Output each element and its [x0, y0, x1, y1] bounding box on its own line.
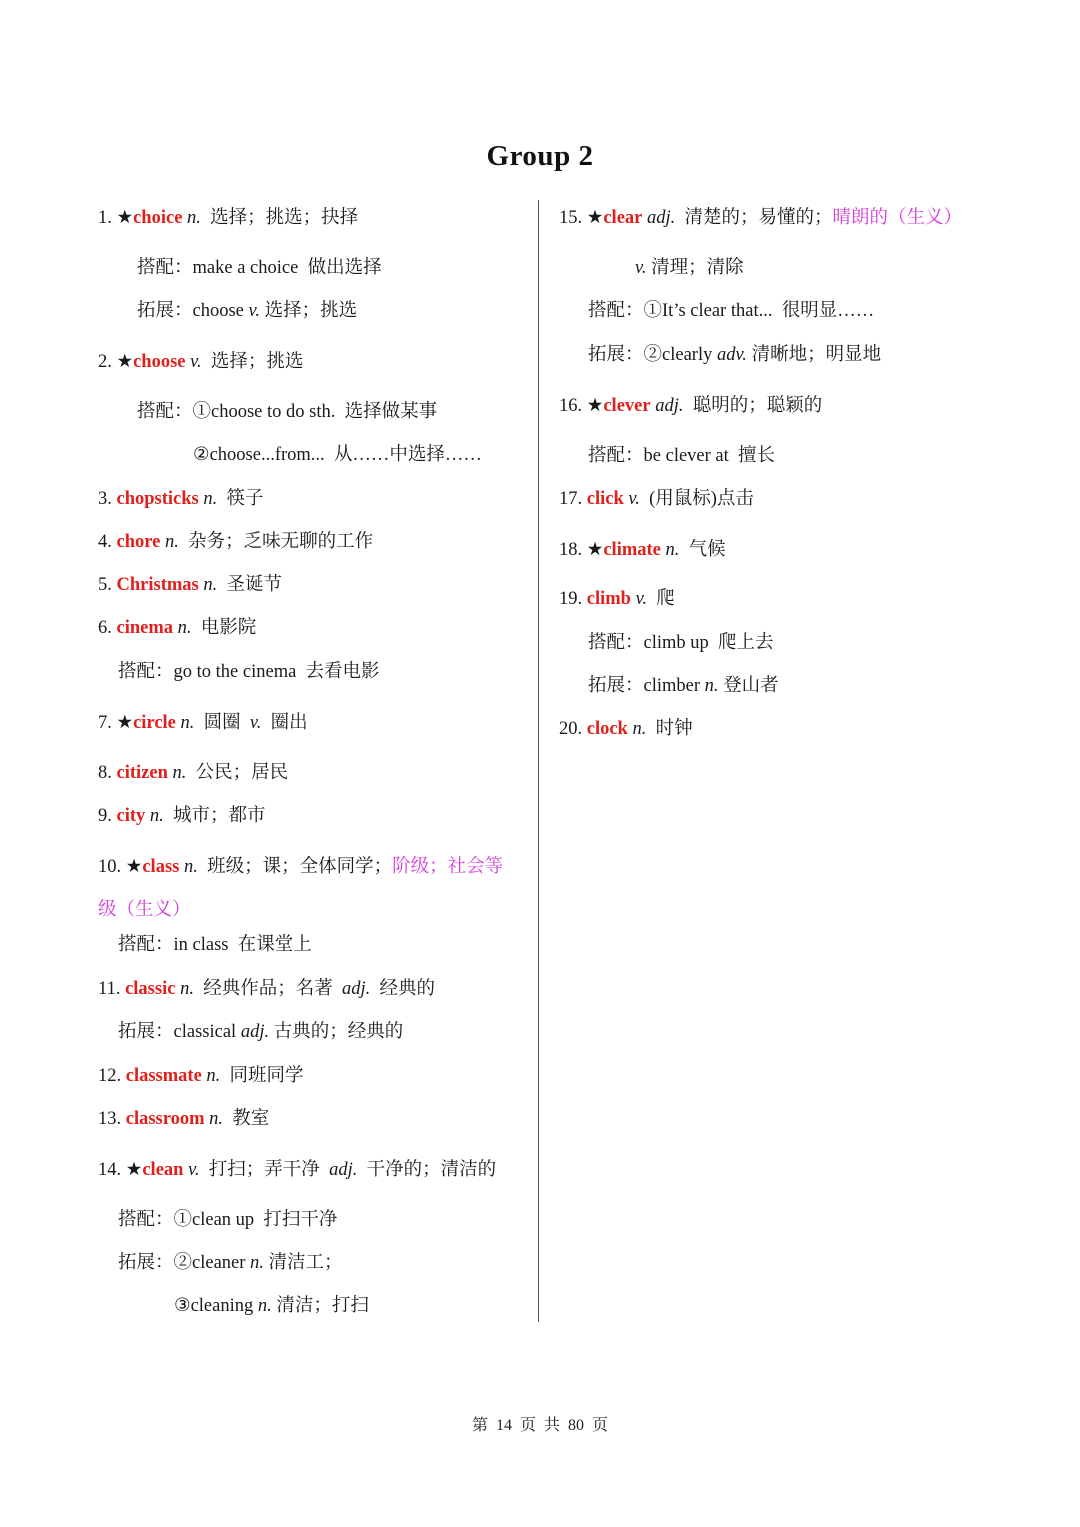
entry-detail-line	[118, 1208, 337, 1232]
headword: clever	[603, 396, 651, 416]
detail-text: 清理；清除	[646, 258, 744, 278]
headword: clock	[586, 719, 628, 739]
detail-text: 清洁工；	[263, 1253, 343, 1273]
detail-text: 登山者	[718, 676, 779, 696]
entry-number: 16.	[559, 396, 583, 416]
entry-number: 1.	[98, 208, 112, 228]
meaning: 经典作品；名著	[203, 979, 333, 999]
part-of-speech: n.	[632, 719, 647, 739]
detail-text: 选择；挑选	[259, 301, 358, 321]
meaning: (用鼠标)点击	[649, 489, 754, 509]
entry-line	[98, 487, 264, 511]
meaning: 教室	[232, 1109, 270, 1129]
part-of-speech: n.	[180, 713, 195, 733]
headword: chopsticks	[116, 489, 199, 509]
star-icon: ★	[586, 396, 604, 416]
meaning: 清楚的；易懂的；	[684, 208, 833, 228]
entry-line	[559, 538, 726, 562]
entry-number: 7.	[98, 713, 112, 733]
entry-line	[559, 487, 754, 511]
headword: classroom	[125, 1109, 205, 1129]
detail-label: 搭配：	[588, 633, 644, 653]
meaning: 打扫；弄干净	[208, 1160, 320, 1180]
meaning: 公民；居民	[195, 763, 289, 783]
entry-number: 15.	[559, 208, 583, 228]
entry-detail-line	[174, 1294, 369, 1318]
detail-text: classical	[173, 1022, 241, 1042]
detail-label: 搭配：	[137, 402, 193, 422]
part-of-speech: n.	[177, 618, 192, 638]
star-icon: ★	[116, 713, 134, 733]
extended-meaning: 晴朗的（生义）	[832, 208, 963, 228]
star-icon: ★	[116, 352, 134, 372]
headword: classic	[125, 979, 176, 999]
entry-number: 13.	[98, 1109, 122, 1129]
headword: choice	[133, 208, 183, 228]
entry-number: 11.	[98, 979, 121, 999]
headword: cinema	[116, 618, 174, 638]
meaning: 时钟	[655, 719, 693, 739]
entry-detail-line	[118, 1020, 403, 1044]
detail-label: 拓展：	[118, 1022, 174, 1042]
meaning: 爬	[656, 589, 675, 609]
entry-line	[98, 206, 358, 230]
part-of-speech: adj.	[647, 208, 676, 228]
headword: clear	[603, 208, 643, 228]
headword: class	[142, 857, 180, 877]
part-of-speech: v.	[635, 589, 648, 609]
detail-text: ①choose to do sth. 选择做某事	[192, 402, 438, 422]
entry-line	[98, 1107, 269, 1131]
part-of-speech: n.	[203, 489, 218, 509]
part-of-speech: v.	[628, 489, 640, 509]
entry-number: 12.	[98, 1066, 122, 1086]
meaning: 圆圈	[203, 713, 241, 733]
entry-number: 18.	[559, 540, 583, 560]
detail-text: make a choice 做出选择	[192, 258, 382, 278]
meaning: 圣诞节	[226, 575, 282, 595]
entry-line	[98, 350, 303, 374]
meaning: 气候	[688, 540, 726, 560]
entry-number: 8.	[98, 763, 112, 783]
part-of-speech: n.	[187, 208, 201, 228]
entry-detail-line	[635, 256, 744, 280]
detail-text: in class 在课堂上	[173, 935, 312, 955]
part-of-speech: adj.	[655, 396, 684, 416]
meaning: 选择；挑选	[210, 352, 304, 372]
detail-label: 搭配：	[118, 662, 174, 682]
entry-detail-line	[118, 933, 312, 957]
detail-text: go to the cinema 去看电影	[173, 662, 380, 682]
meaning: 干净的；清洁的	[366, 1160, 497, 1180]
part-of-speech: n.	[704, 676, 719, 696]
part-of-speech: n.	[665, 540, 680, 560]
detail-label: 拓展：	[588, 345, 644, 365]
entry-line	[559, 394, 822, 418]
detail-text: climb up 爬上去	[643, 633, 774, 653]
star-icon: ★	[125, 857, 143, 877]
meaning: 经典的	[379, 979, 435, 999]
detail-label: 拓展：	[137, 301, 193, 321]
detail-text: choose	[192, 301, 249, 321]
column-divider	[538, 200, 539, 1322]
headword: circle	[133, 713, 176, 733]
detail-label: 拓展：	[118, 1253, 174, 1273]
meaning: 选择；挑选；抉择	[210, 208, 359, 228]
headword: choose	[133, 352, 186, 372]
detail-label: 拓展：	[588, 676, 644, 696]
meaning: 城市；都市	[173, 806, 266, 826]
footer-total-pages: 80	[568, 1417, 584, 1434]
entry-number: 9.	[98, 806, 112, 826]
detail-text: climber	[643, 676, 705, 696]
entry-line	[98, 855, 503, 879]
headword: city	[116, 806, 146, 826]
entry-line	[98, 573, 282, 597]
entry-detail-line	[118, 660, 380, 684]
headword: Christmas	[116, 575, 199, 595]
footer-page-mid: 页 共	[519, 1417, 560, 1434]
detail-text: ①clean up 打扫干净	[173, 1210, 338, 1230]
detail-label: 搭配：	[588, 301, 644, 321]
part-of-speech: n.	[209, 1109, 224, 1129]
entry-detail-line	[193, 443, 482, 467]
detail-text: ②clearly	[643, 345, 717, 365]
entry-detail-line	[588, 631, 774, 655]
headword: classmate	[125, 1066, 202, 1086]
entry-detail-line	[588, 674, 779, 698]
entry-line	[559, 206, 962, 230]
page-footer	[0, 1412, 1080, 1435]
detail-text: be clever at 擅长	[643, 446, 776, 466]
entry-number: 3.	[98, 489, 112, 509]
entry-line	[98, 761, 288, 785]
meaning: 电影院	[200, 618, 257, 638]
meaning: 圈出	[270, 713, 308, 733]
meaning: 筷子	[226, 489, 264, 509]
entry-detail-line	[137, 256, 382, 280]
part-of-speech: n.	[164, 532, 179, 552]
star-icon: ★	[116, 208, 134, 228]
meaning: 聪明的；聪颖的	[692, 396, 823, 416]
detail-text: ①It’s clear that... 很明显……	[643, 301, 875, 321]
headword: climb	[586, 589, 631, 609]
headword: click	[586, 489, 624, 509]
detail-text: ②choose...from... 从……中选择……	[193, 445, 482, 465]
footer-page-suffix: 页	[592, 1417, 609, 1434]
meaning: 班级；课；全体同学；	[207, 857, 393, 877]
entry-detail-line	[588, 343, 881, 367]
part-of-speech: n.	[206, 1066, 221, 1086]
entry-line	[98, 977, 435, 1001]
part-of-speech: adv.	[716, 345, 747, 365]
entry-line	[98, 616, 256, 640]
entry-line	[559, 717, 693, 741]
part-of-speech: v.	[188, 1160, 200, 1180]
headword: climate	[603, 540, 661, 560]
part-of-speech: n.	[183, 857, 198, 877]
entry-number: 4.	[98, 532, 112, 552]
footer-page-number: 14	[495, 1417, 512, 1434]
entry-detail-line	[98, 898, 191, 922]
entry-detail-line	[588, 444, 775, 468]
detail-label: 搭配：	[118, 935, 174, 955]
detail-text: 清晰地；明显地	[746, 345, 882, 365]
part-of-speech: adj.	[341, 979, 371, 999]
extended-meaning: 级（生义）	[98, 900, 191, 920]
part-of-speech: n.	[180, 979, 194, 999]
entry-line	[98, 1158, 496, 1182]
part-of-speech: v.	[249, 713, 262, 733]
entry-number: 19.	[559, 589, 583, 609]
entry-number: 6.	[98, 618, 112, 638]
part-of-speech: n.	[257, 1296, 272, 1316]
extended-meaning: 阶级；社会等	[392, 857, 504, 877]
entry-number: 2.	[98, 352, 112, 372]
entry-number: 10.	[98, 857, 122, 877]
part-of-speech: adj.	[329, 1160, 358, 1180]
entry-line	[98, 530, 373, 554]
entry-line	[98, 711, 308, 735]
detail-label: 搭配：	[588, 446, 644, 466]
part-of-speech: n.	[203, 575, 218, 595]
part-of-speech: v.	[190, 352, 202, 372]
meaning: 杂务；乏味无聊的工作	[188, 532, 374, 552]
detail-text: 古典的；经典的	[269, 1022, 404, 1042]
entry-number: 17.	[559, 489, 583, 509]
detail-text: ②cleaner	[173, 1253, 251, 1273]
entry-number: 20.	[559, 719, 583, 739]
headword: citizen	[116, 763, 168, 783]
star-icon: ★	[125, 1160, 143, 1180]
entry-number: 5.	[98, 575, 112, 595]
detail-text: 清洁；打扫	[271, 1296, 369, 1316]
entry-line	[98, 1064, 304, 1088]
part-of-speech: v.	[248, 301, 260, 321]
part-of-speech: n.	[250, 1253, 264, 1273]
part-of-speech: n.	[149, 806, 164, 826]
entry-line	[98, 804, 266, 828]
entry-line	[559, 587, 675, 611]
headword: chore	[116, 532, 161, 552]
detail-label: 搭配：	[137, 258, 193, 278]
entry-detail-line	[137, 299, 357, 323]
entry-number: 14.	[98, 1160, 122, 1180]
entry-detail-line	[588, 299, 874, 323]
meaning: 同班同学	[229, 1066, 304, 1086]
page-title: Group 2	[486, 140, 594, 172]
entry-detail-line	[118, 1251, 343, 1275]
star-icon: ★	[586, 540, 604, 560]
entry-detail-line	[137, 400, 437, 424]
detail-label: 搭配：	[118, 1210, 174, 1230]
part-of-speech: v.	[635, 258, 647, 278]
footer-page-prefix: 第	[471, 1417, 488, 1434]
headword: clean	[142, 1160, 184, 1180]
detail-text: ③cleaning	[174, 1296, 258, 1316]
part-of-speech: adj.	[240, 1022, 270, 1042]
part-of-speech: n.	[172, 763, 187, 783]
star-icon: ★	[586, 208, 604, 228]
